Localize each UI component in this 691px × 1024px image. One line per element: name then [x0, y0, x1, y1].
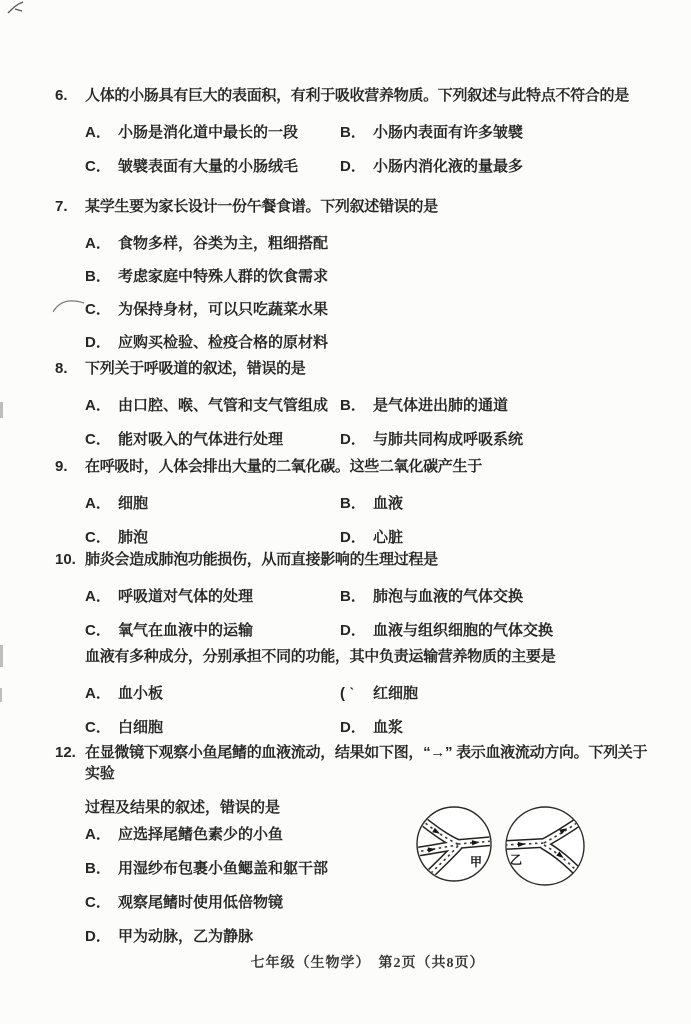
question-10-options — [85, 586, 659, 641]
option-c: C． 皱襞表面有大量的小肠绒毛 — [85, 158, 299, 175]
option-d: D． 小肠内消化液的量最多 — [340, 158, 524, 175]
option-d: D． 心脏 — [340, 529, 404, 546]
question-12-options — [85, 824, 415, 947]
option-c: C． 观察尾鳍时使用低倍物镜 — [85, 894, 284, 911]
option-c: C． 氧气在血液中的运输 — [85, 622, 254, 639]
question-8-options — [85, 395, 659, 450]
option-a: A． 应选择尾鳍色素少的小鱼 — [85, 826, 284, 843]
question-12-figure — [408, 800, 598, 901]
option-b: B． 小肠内表面有许多皱襞 — [340, 124, 524, 141]
option-a: A． 食物多样，谷类为主，粗细搭配 — [85, 235, 329, 252]
question-9-stem: 9. 在呼吸时，人体会排出大量的二氧化碳。这些二氧化碳产生于 — [55, 458, 482, 475]
question-11-options — [85, 683, 659, 738]
question-6-stem: 6. 人体的小肠具有巨大的表面积，有利于吸收营养物质。下列叙述与此特点不符合的是 — [55, 87, 629, 104]
scan-artifact — [0, 645, 3, 667]
option-d: D． 甲为动脉，乙为静脉 — [85, 928, 254, 945]
option-d: D． 血浆 — [340, 719, 404, 736]
question-9 — [55, 456, 659, 548]
pen-scribble-mark — [6, 0, 32, 16]
option-a: A． 细胞 — [85, 495, 149, 512]
question-number: 12. — [55, 744, 76, 761]
option-a: A． 由口腔、喉、气管和支气管组成 — [85, 397, 329, 414]
option-b: B． 肺泡与血液的气体交换 — [340, 588, 524, 605]
question-6-options — [85, 122, 659, 177]
question-number: 10. — [55, 551, 76, 568]
question-number: 7. — [55, 198, 68, 215]
question-7 — [55, 196, 659, 353]
option-b: B． 是气体进出肺的通道 — [340, 397, 509, 414]
option-c: C． 能对吸入的气体进行处理 — [85, 431, 284, 448]
question-11-stem: 血液有多种成分，分别承担不同的功能，其中负责运输营养物质的主要是 — [55, 646, 659, 667]
option-d: D． 应购买检验、检疫合格的原材料 — [85, 334, 329, 351]
option-c: C． 白细胞 — [85, 719, 164, 736]
figure-label-jia: 甲 — [470, 855, 483, 869]
question-7-stem: 7. 某学生要为家长设计一份午餐食谱。下列叙述错误的是 — [55, 198, 438, 215]
option-a: A． 呼吸道对气体的处理 — [85, 588, 254, 605]
question-6 — [55, 85, 659, 177]
blood-flow-microscope-figure — [408, 800, 598, 896]
option-a: A． 血小板 — [85, 685, 164, 702]
question-number — [55, 646, 85, 667]
scan-artifact — [0, 402, 3, 418]
pencil-circle-mark — [50, 294, 90, 316]
question-number: 9. — [55, 458, 68, 475]
question-12-stem-line2: 过程及结果的叙述，错误的是 — [85, 799, 281, 816]
figure-label-yi: 乙 — [510, 853, 523, 867]
question-number: 8. — [55, 360, 68, 377]
question-10-stem: 10. 肺炎会造成肺泡功能损伤，从而直接影响的生理过程是 — [55, 551, 438, 568]
option-c: C． 肺泡 — [85, 529, 149, 546]
option-d: D． 与肺共同构成呼吸系统 — [340, 431, 524, 448]
question-12-stem: 12. 在显微镜下观察小鱼尾鳍的血液流动，结果如下图，“→” 表示血液流动方向。下列关于实验 — [55, 744, 648, 782]
question-8-stem: 8. 下列关于呼吸道的叙述，错误的是 — [55, 360, 306, 377]
scan-artifact — [0, 688, 2, 702]
question-9-options — [85, 493, 659, 548]
question-11 — [55, 646, 659, 738]
option-b: B． 考虑家庭中特殊人群的饮食需求 — [85, 268, 329, 285]
option-c: C． 为保持身材，可以只吃蔬菜水果 — [85, 301, 329, 318]
question-8 — [55, 358, 659, 450]
option-b: B． 血液 — [340, 495, 404, 512]
question-number: 6. — [55, 87, 68, 104]
option-d: D． 血液与组织细胞的气体交换 — [340, 622, 554, 639]
page-footer: 七年级（生物学） 第2页（共8页） — [250, 956, 485, 971]
option-b: ( ˋ 红细胞 — [340, 685, 419, 702]
question-7-options — [85, 233, 659, 353]
option-a: A． 小肠是消化道中最长的一段 — [85, 124, 299, 141]
option-b: B． 用湿纱布包裹小鱼鳃盖和躯干部 — [85, 860, 329, 877]
question-10 — [55, 549, 659, 641]
